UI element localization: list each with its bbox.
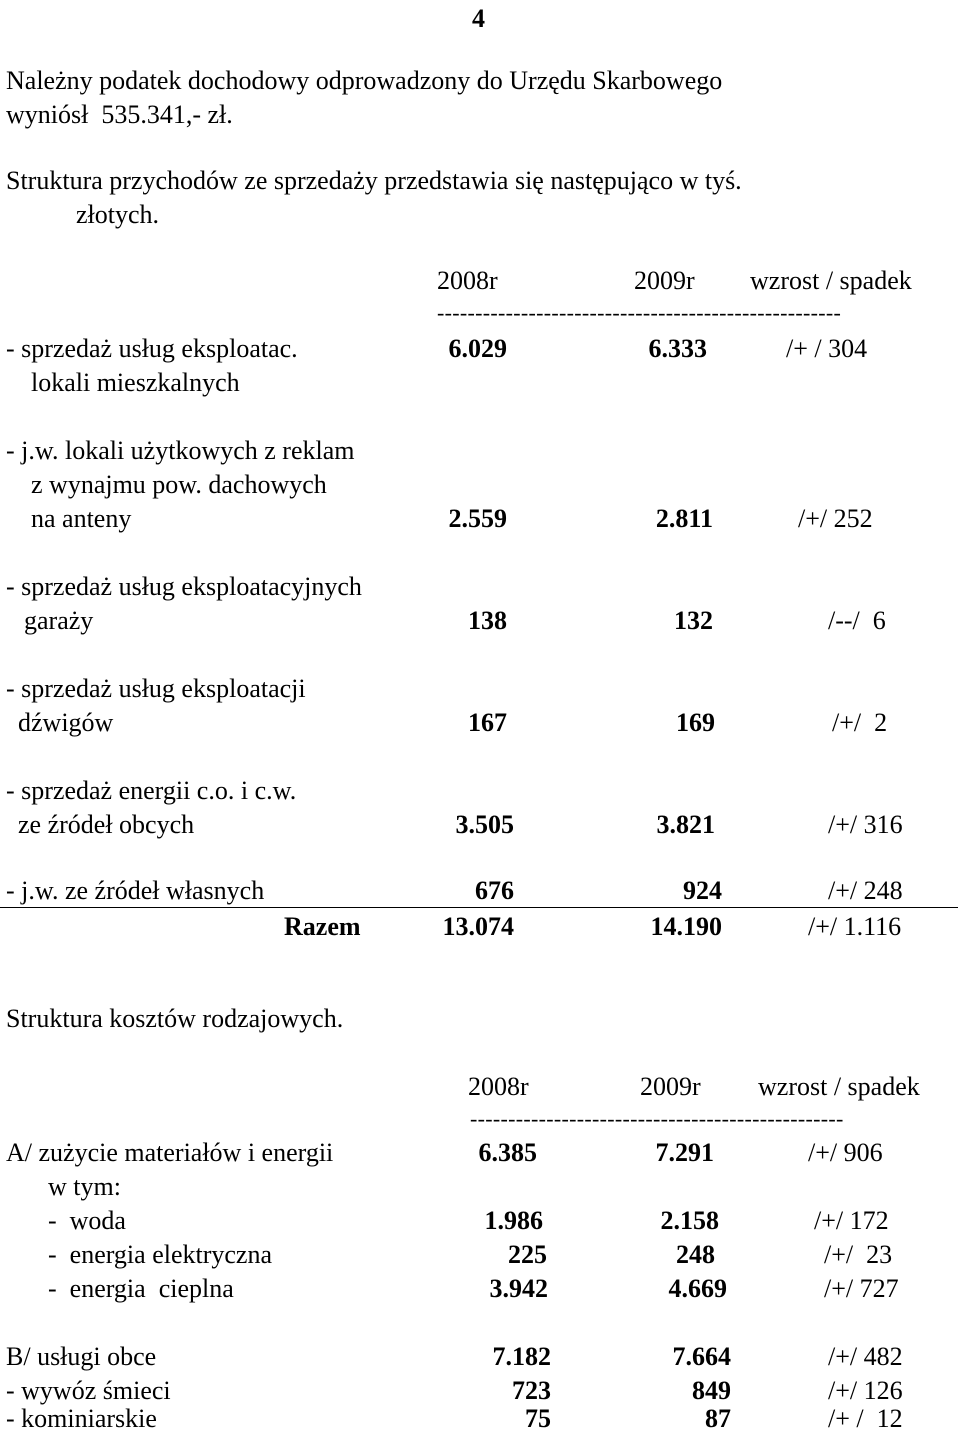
revenue-row-4-2008: 167 [468,708,507,737]
revenue-row-1-2008: 6.029 [448,334,507,363]
intro-line-1: Należny podatek dochodowy odprowadzony do Urzędu Skarbowego [6,66,723,95]
costs-row-3-change: /+/ 172 [814,1206,889,1235]
revenue-row-6-2008: 676 [475,876,514,905]
costs-header-2008: 2008r [468,1072,529,1101]
costs-row-3-2008: 1.986 [484,1206,543,1235]
revenue-header-2008: 2008r [437,266,498,295]
costs-row-4-2009: 248 [676,1240,715,1269]
costs-row-8-2009: 87 [705,1404,731,1433]
revenue-row-6-change: /+/ 248 [828,876,903,905]
costs-row-6-change: /+/ 482 [828,1342,903,1371]
costs-row-8-label: - kominiarskie [6,1404,157,1433]
revenue-row-5-change: /+/ 316 [828,810,903,839]
costs-row-5-change: /+/ 727 [824,1274,899,1303]
revenue-row-4-label-1: - sprzedaż usług eksploatacji [6,674,306,703]
revenue-row-5-label-2: ze źródeł obcych [18,810,195,839]
costs-row-4-change: /+/ 23 [824,1240,893,1269]
revenue-row-3-label-1: - sprzedaż usług eksploatacyjnych [6,572,362,601]
revenue-total-2008: 13.074 [442,912,514,941]
costs-row-8-2008: 75 [525,1404,551,1433]
revenue-row-2-2009: 2.811 [655,504,713,533]
costs-row-4-label: - energia elektryczna [48,1240,272,1269]
costs-row-3-label: - woda [48,1206,126,1235]
revenue-row-5-2008: 3.505 [455,810,514,839]
intro-line-4: złotych. [76,200,160,229]
revenue-row-2-label-3: na anteny [31,504,132,533]
costs-row-7-2008: 723 [512,1376,551,1405]
revenue-row-5-label-1: - sprzedaż energii c.o. i c.w. [6,776,297,805]
revenue-row-6-2009: 924 [683,876,722,905]
revenue-header-2009: 2009r [634,266,695,295]
revenue-row-1-label-2: lokali mieszkalnych [31,368,240,397]
costs-row-5-label: - energia cieplna [48,1274,234,1303]
costs-row-6-2008: 7.182 [492,1342,551,1371]
costs-row-2-label: w tym: [48,1172,121,1201]
revenue-row-4-change: /+/ 2 [832,708,888,737]
revenue-row-1-2009: 6.333 [648,334,707,363]
costs-row-1-change: /+/ 906 [808,1138,883,1167]
revenue-total-2009: 14.190 [650,912,722,941]
page-number: 4 [472,4,485,33]
intro-line-3: Struktura przychodów ze sprzedaży przedstawia się następująco w tyś. [6,166,742,195]
revenue-header-dashes: ----------------------------------------------------- [437,300,842,325]
costs-row-1-2008: 6.385 [478,1138,537,1167]
revenue-row-5-2009: 3.821 [656,810,715,839]
costs-row-6-label: B/ usługi obce [6,1342,157,1371]
costs-title: Struktura kosztów rodzajowych. [6,1004,344,1033]
costs-row-8-change: /+ / 12 [828,1404,903,1433]
costs-header-change: wzrost / spadek [758,1072,920,1101]
costs-header-2009: 2009r [640,1072,701,1101]
revenue-row-1-change: /+ / 304 [786,334,868,363]
revenue-row-3-change: /--/ 6 [828,606,886,635]
revenue-row-4-label-2: dźwigów [18,708,114,737]
costs-row-4-2008: 225 [508,1240,547,1269]
revenue-total-change: /+/ 1.116 [808,912,902,941]
costs-row-1-2009: 7.291 [655,1138,714,1167]
revenue-row-6-label-1: - j.w. ze źródeł własnych [6,876,265,905]
revenue-total-label: Razem [284,912,361,941]
revenue-row-3-2008: 138 [468,606,507,635]
costs-row-5-2009: 4.669 [668,1274,727,1303]
intro-line-2: wyniósł 535.341,- zł. [6,100,233,129]
total-divider [0,907,958,908]
revenue-row-2-change: /+/ 252 [798,504,873,533]
costs-header-dashes: ------------------------------------------------- [470,1106,844,1131]
revenue-row-1-label-1: - sprzedaż usług eksploatac. [6,334,298,363]
costs-row-1-label: A/ zużycie materiałów i energii [6,1138,334,1167]
revenue-header-change: wzrost / spadek [750,266,912,295]
revenue-row-4-2009: 169 [676,708,715,737]
costs-row-7-2009: 849 [692,1376,731,1405]
costs-row-7-label: - wywóz śmieci [6,1376,171,1405]
revenue-row-3-2009: 132 [674,606,713,635]
revenue-row-2-label-2: z wynajmu pow. dachowych [31,470,327,499]
costs-row-5-2008: 3.942 [489,1274,548,1303]
revenue-row-2-label-1: - j.w. lokali użytkowych z reklam [6,436,355,465]
costs-row-7-change: /+/ 126 [828,1376,903,1405]
costs-row-3-2009: 2.158 [660,1206,719,1235]
revenue-row-2-2008: 2.559 [448,504,507,533]
costs-row-6-2009: 7.664 [672,1342,731,1371]
revenue-row-3-label-2: garaży [24,606,94,635]
